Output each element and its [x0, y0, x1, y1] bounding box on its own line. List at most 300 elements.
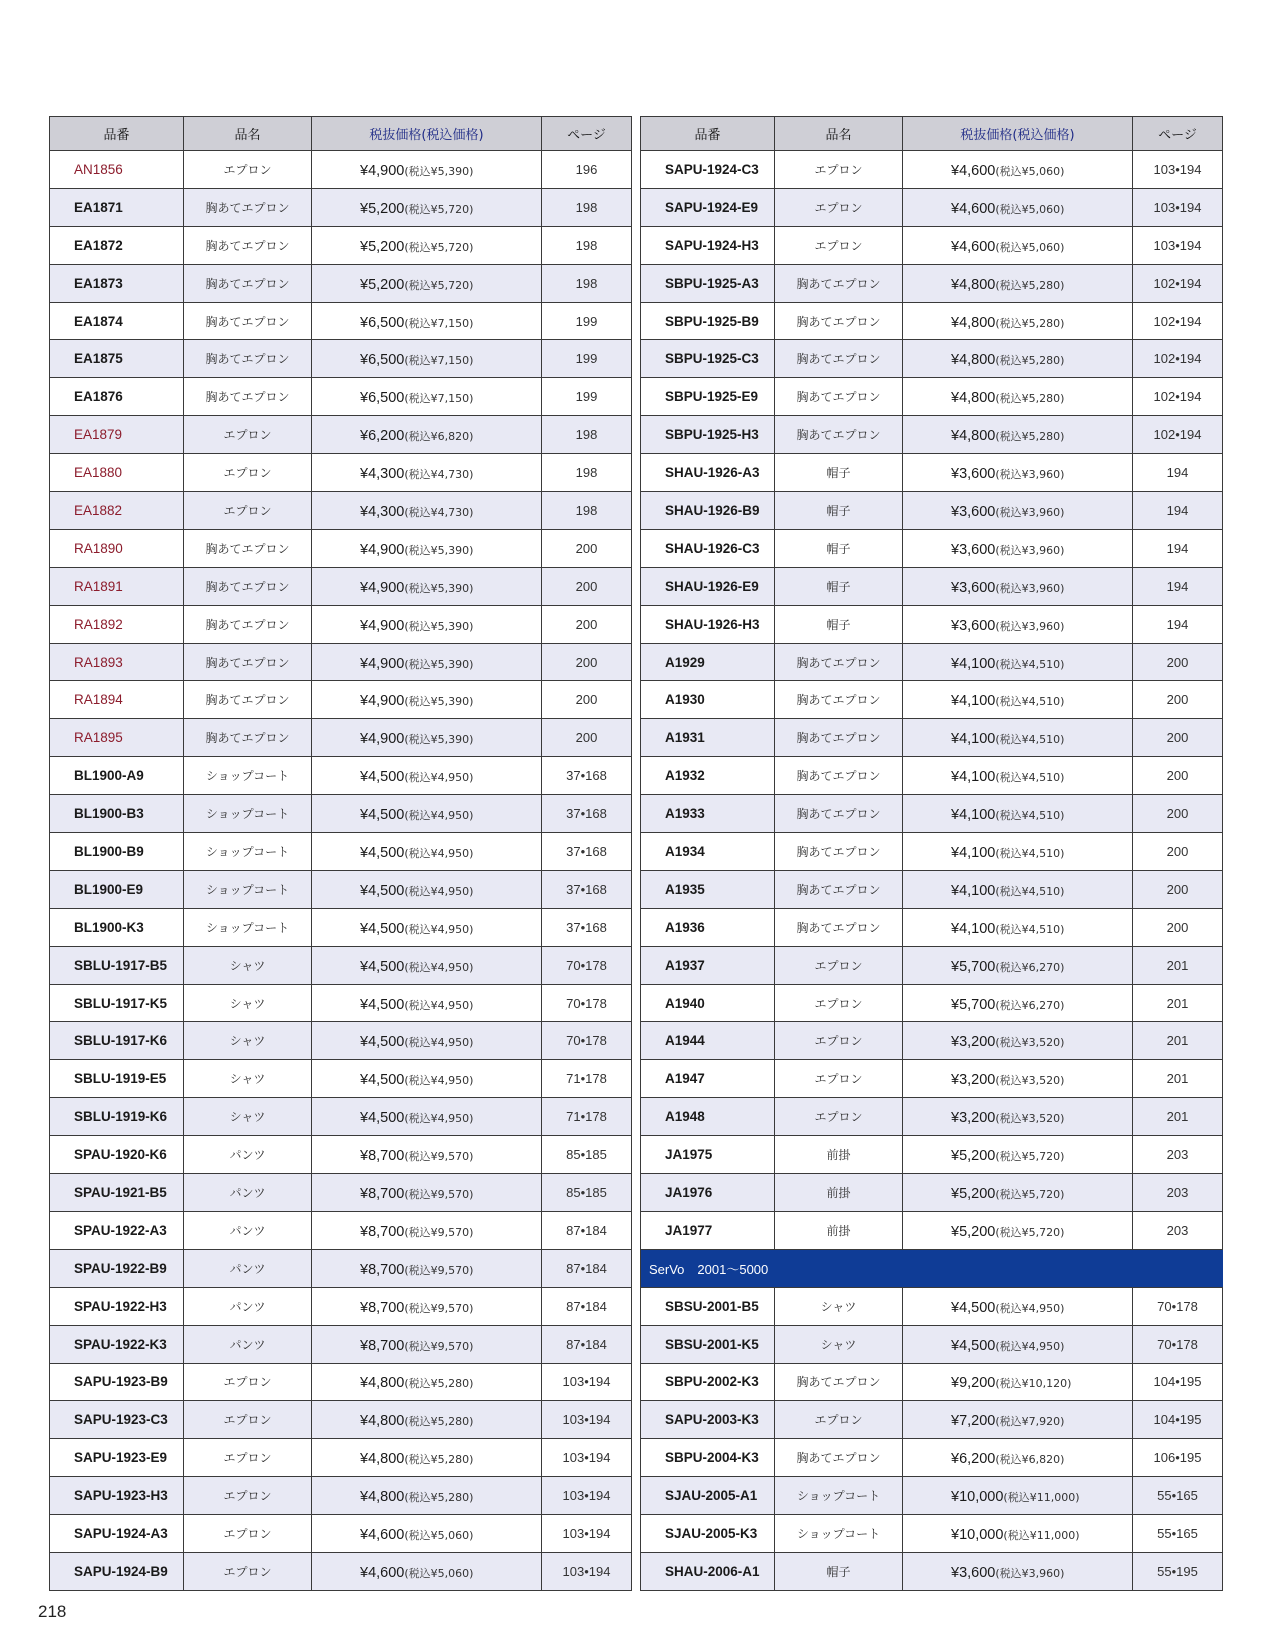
price-incl-tax: (税込¥4,510): [995, 771, 1065, 785]
catalog-page: 200: [542, 605, 632, 643]
price-incl-tax: (税込¥4,950): [404, 1112, 474, 1126]
item-code: JA1977: [641, 1211, 775, 1249]
table-row: [641, 1439, 1223, 1477]
price-incl-tax: (税込¥4,950): [404, 1074, 474, 1088]
price-excl-tax: ¥8,700: [360, 1223, 405, 1240]
catalog-page: 194: [1133, 492, 1223, 530]
catalog-page: 70•178: [1133, 1325, 1223, 1363]
item-price: [903, 984, 1133, 1022]
table-row: [641, 188, 1223, 226]
item-code: SHAU-1926-C3: [641, 529, 775, 567]
price-excl-tax: ¥4,500: [360, 996, 405, 1013]
price-excl-tax: ¥4,800: [951, 390, 996, 407]
table-row: [641, 567, 1223, 605]
catalog-page: 102•194: [1133, 340, 1223, 378]
price-incl-tax: (税込¥7,920): [995, 1415, 1065, 1429]
table-row: [641, 1325, 1223, 1363]
item-name: エプロン: [775, 1060, 903, 1098]
item-name: 胸あてエプロン: [184, 567, 312, 605]
catalog-page: 104•195: [1133, 1401, 1223, 1439]
item-name: パンツ: [184, 1174, 312, 1212]
price-excl-tax: ¥5,200: [951, 1148, 996, 1165]
catalog-page: 103•194: [542, 1515, 632, 1553]
column-header-page: ページ: [1133, 117, 1223, 151]
table-row: [50, 1022, 632, 1060]
price-incl-tax: (税込¥5,280): [404, 1491, 474, 1505]
item-price: [312, 643, 542, 681]
item-price: [903, 1022, 1133, 1060]
item-price: [312, 795, 542, 833]
price-incl-tax: (税込¥5,390): [404, 657, 474, 671]
item-code: EA1880: [50, 454, 184, 492]
table-row: [641, 1401, 1223, 1439]
price-excl-tax: ¥3,200: [951, 1072, 996, 1089]
item-code: SBPU-1925-E9: [641, 378, 775, 416]
item-code: SAPU-1923-B9: [50, 1363, 184, 1401]
table-row: [641, 529, 1223, 567]
price-incl-tax: (税込¥5,720): [995, 1150, 1065, 1164]
table-row: [50, 1401, 632, 1439]
table-row: [50, 1477, 632, 1515]
price-excl-tax: ¥3,600: [951, 541, 996, 558]
price-excl-tax: ¥4,600: [951, 162, 996, 179]
item-code: EA1873: [50, 264, 184, 302]
catalog-page: 198: [542, 416, 632, 454]
price-excl-tax: ¥5,200: [951, 1223, 996, 1240]
item-price: [312, 1136, 542, 1174]
catalog-page: 87•184: [542, 1287, 632, 1325]
price-excl-tax: ¥5,700: [951, 996, 996, 1013]
price-excl-tax: ¥4,600: [951, 200, 996, 217]
item-price: [312, 1287, 542, 1325]
catalog-page: 37•168: [542, 757, 632, 795]
item-name: 胸あてエプロン: [184, 340, 312, 378]
item-name: エプロン: [184, 454, 312, 492]
table-row: [641, 833, 1223, 871]
price-incl-tax: (税込¥4,950): [995, 1301, 1065, 1315]
item-name: 帽子: [775, 1552, 903, 1590]
price-incl-tax: (税込¥7,150): [404, 392, 474, 406]
catalog-page: 71•178: [542, 1060, 632, 1098]
item-name: 胸あてエプロン: [775, 643, 903, 681]
price-excl-tax: ¥4,900: [360, 655, 405, 672]
catalog-page: 103•194: [542, 1439, 632, 1477]
item-price: [903, 567, 1133, 605]
item-name: エプロン: [184, 1439, 312, 1477]
price-table-right: [640, 116, 1223, 1591]
catalog-page: 200: [1133, 833, 1223, 871]
price-incl-tax: (税込¥5,720): [404, 240, 474, 254]
price-incl-tax: (税込¥5,390): [404, 733, 474, 747]
item-name: エプロン: [775, 946, 903, 984]
item-name: ショップコート: [184, 757, 312, 795]
price-excl-tax: ¥4,100: [951, 844, 996, 861]
table-row: [50, 416, 632, 454]
column-header-code: 品番: [641, 117, 775, 151]
price-incl-tax: (税込¥3,960): [995, 581, 1065, 595]
item-name: 胸あてエプロン: [184, 719, 312, 757]
item-price: [312, 1515, 542, 1553]
item-name: ショップコート: [184, 908, 312, 946]
price-excl-tax: ¥4,100: [951, 693, 996, 710]
item-price: [312, 151, 542, 189]
item-price: [903, 1439, 1133, 1477]
item-price: [903, 643, 1133, 681]
price-incl-tax: (税込¥5,390): [404, 619, 474, 633]
price-incl-tax: (税込¥4,510): [995, 809, 1065, 823]
item-name: 胸あてエプロン: [775, 757, 903, 795]
price-excl-tax: ¥4,800: [951, 314, 996, 331]
item-name: 胸あてエプロン: [184, 643, 312, 681]
item-code: SPAU-1922-H3: [50, 1287, 184, 1325]
price-incl-tax: (税込¥5,060): [995, 164, 1065, 178]
item-name: エプロン: [184, 1515, 312, 1553]
price-incl-tax: (税込¥3,960): [995, 619, 1065, 633]
price-incl-tax: (税込¥3,960): [995, 505, 1065, 519]
table-row: [50, 188, 632, 226]
item-price: [903, 264, 1133, 302]
price-incl-tax: (税込¥3,520): [995, 1036, 1065, 1050]
price-incl-tax: (税込¥4,950): [404, 960, 474, 974]
item-name: パンツ: [184, 1287, 312, 1325]
catalog-page: 199: [542, 302, 632, 340]
item-price: [312, 1060, 542, 1098]
item-name: 胸あてエプロン: [775, 719, 903, 757]
table-row: [641, 681, 1223, 719]
price-excl-tax: ¥4,800: [951, 428, 996, 445]
table-row: [641, 1174, 1223, 1212]
table-row: [50, 833, 632, 871]
price-excl-tax: ¥4,900: [360, 579, 405, 596]
item-code: EA1879: [50, 416, 184, 454]
item-code: EA1875: [50, 340, 184, 378]
price-incl-tax: (税込¥3,960): [995, 468, 1065, 482]
item-price: [903, 870, 1133, 908]
price-incl-tax: (税込¥7,150): [404, 354, 474, 368]
table-row: [641, 643, 1223, 681]
table-row: [50, 454, 632, 492]
table-row: [50, 1363, 632, 1401]
table-row: [641, 757, 1223, 795]
table-row: [50, 302, 632, 340]
price-excl-tax: ¥4,600: [360, 1564, 405, 1581]
item-code: SBPU-1925-A3: [641, 264, 775, 302]
table-row: [50, 1515, 632, 1553]
catalog-page: 200: [1133, 870, 1223, 908]
catalog-page: 55•165: [1133, 1477, 1223, 1515]
item-price: [903, 1174, 1133, 1212]
item-code: SBPU-1925-C3: [641, 340, 775, 378]
table-row: [641, 1515, 1223, 1553]
price-incl-tax: (税込¥5,720): [404, 278, 474, 292]
price-incl-tax: (税込¥9,570): [404, 1301, 474, 1315]
item-code: SHAU-1926-H3: [641, 605, 775, 643]
price-excl-tax: ¥6,200: [360, 428, 405, 445]
price-excl-tax: ¥4,900: [360, 693, 405, 710]
item-name: 胸あてエプロン: [775, 264, 903, 302]
item-code: SAPU-1924-A3: [50, 1515, 184, 1553]
price-excl-tax: ¥4,800: [360, 1451, 405, 1468]
item-name: 胸あてエプロン: [184, 264, 312, 302]
table-row: [641, 870, 1223, 908]
item-name: エプロン: [775, 1098, 903, 1136]
table-row: [50, 1098, 632, 1136]
price-excl-tax: ¥3,600: [951, 1564, 996, 1581]
item-name: パンツ: [184, 1325, 312, 1363]
item-name: 前掛: [775, 1211, 903, 1249]
price-excl-tax: ¥4,500: [360, 844, 405, 861]
catalog-page: 87•184: [542, 1249, 632, 1287]
price-excl-tax: ¥8,700: [360, 1185, 405, 1202]
catalog-page: 203: [1133, 1136, 1223, 1174]
item-price: [312, 1211, 542, 1249]
catalog-page: 103•194: [542, 1363, 632, 1401]
item-code: RA1894: [50, 681, 184, 719]
price-incl-tax: (税込¥5,720): [404, 202, 474, 216]
price-excl-tax: ¥4,100: [951, 769, 996, 786]
item-code: SAPU-1923-C3: [50, 1401, 184, 1439]
price-incl-tax: (税込¥4,950): [404, 809, 474, 823]
item-price: [312, 416, 542, 454]
item-name: シャツ: [184, 1060, 312, 1098]
table-header-row: [50, 117, 632, 151]
price-excl-tax: ¥3,600: [951, 617, 996, 634]
catalog-page: 200: [1133, 757, 1223, 795]
price-incl-tax: (税込¥4,950): [404, 771, 474, 785]
table-row: [50, 492, 632, 530]
item-price: [312, 1325, 542, 1363]
price-incl-tax: (税込¥4,510): [995, 846, 1065, 860]
table-row: [641, 378, 1223, 416]
price-excl-tax: ¥4,500: [360, 882, 405, 899]
table-row: [641, 605, 1223, 643]
price-incl-tax: (税込¥5,390): [404, 543, 474, 557]
item-code: SBPU-2004-K3: [641, 1439, 775, 1477]
item-name: エプロン: [184, 1552, 312, 1590]
price-excl-tax: ¥4,900: [360, 162, 405, 179]
item-price: [312, 492, 542, 530]
catalog-page: 70•178: [542, 1022, 632, 1060]
table-row: [50, 1249, 632, 1287]
table-row: [641, 1060, 1223, 1098]
item-code: SAPU-1923-H3: [50, 1477, 184, 1515]
catalog-page: 200: [542, 719, 632, 757]
item-name: 胸あてエプロン: [184, 226, 312, 264]
item-price: [903, 1325, 1133, 1363]
item-price: [903, 340, 1133, 378]
item-code: JA1975: [641, 1136, 775, 1174]
item-price: [903, 757, 1133, 795]
item-name: 胸あてエプロン: [775, 416, 903, 454]
price-incl-tax: (税込¥5,280): [995, 430, 1065, 444]
catalog-page: 198: [542, 492, 632, 530]
price-excl-tax: ¥9,200: [951, 1375, 996, 1392]
item-price: [312, 188, 542, 226]
price-excl-tax: ¥4,100: [951, 920, 996, 937]
item-name: パンツ: [184, 1136, 312, 1174]
price-excl-tax: ¥4,500: [360, 807, 405, 824]
item-name: 胸あてエプロン: [775, 1439, 903, 1477]
page-number: 218: [38, 1602, 67, 1621]
item-code: A1948: [641, 1098, 775, 1136]
item-code: SBLU-1919-E5: [50, 1060, 184, 1098]
table-row: [641, 340, 1223, 378]
catalog-page: 203: [1133, 1211, 1223, 1249]
price-excl-tax: ¥3,600: [951, 466, 996, 483]
item-price: [312, 833, 542, 871]
item-code: SHAU-1926-A3: [641, 454, 775, 492]
item-price: [312, 681, 542, 719]
item-code: SBLU-1917-K6: [50, 1022, 184, 1060]
table-row: [50, 151, 632, 189]
item-code: SBLU-1919-K6: [50, 1098, 184, 1136]
item-price: [312, 264, 542, 302]
item-code: BL1900-B9: [50, 833, 184, 871]
price-excl-tax: ¥5,200: [360, 238, 405, 255]
price-excl-tax: ¥4,900: [360, 617, 405, 634]
price-excl-tax: ¥10,000: [951, 1527, 1004, 1543]
catalog-page: 198: [542, 264, 632, 302]
item-name: 胸あてエプロン: [775, 870, 903, 908]
table-row: [50, 1439, 632, 1477]
item-name: 胸あてエプロン: [775, 681, 903, 719]
item-name: エプロン: [184, 416, 312, 454]
item-code: SBLU-1917-K5: [50, 984, 184, 1022]
section-title: SerVo 2001～5000: [641, 1249, 1223, 1287]
catalog-page: 87•184: [542, 1211, 632, 1249]
catalog-page: 201: [1133, 1022, 1223, 1060]
price-excl-tax: ¥4,900: [360, 731, 405, 748]
price-excl-tax: ¥4,500: [360, 769, 405, 786]
item-name: エプロン: [775, 1022, 903, 1060]
item-code: SBPU-2002-K3: [641, 1363, 775, 1401]
item-code: SBPU-1925-B9: [641, 302, 775, 340]
item-name: 胸あてエプロン: [775, 908, 903, 946]
price-incl-tax: (税込¥4,950): [404, 846, 474, 860]
item-price: [312, 454, 542, 492]
price-incl-tax: (税込¥10,120): [995, 1377, 1072, 1391]
price-incl-tax: (税込¥9,570): [404, 1150, 474, 1164]
item-code: SBLU-1917-B5: [50, 946, 184, 984]
item-price: [903, 1060, 1133, 1098]
item-code: A1947: [641, 1060, 775, 1098]
item-name: エプロン: [184, 151, 312, 189]
item-code: A1936: [641, 908, 775, 946]
item-name: ショップコート: [184, 870, 312, 908]
item-code: SAPU-1924-E9: [641, 188, 775, 226]
item-name: 胸あてエプロン: [184, 605, 312, 643]
item-code: SBSU-2001-K5: [641, 1325, 775, 1363]
catalog-page: 198: [542, 188, 632, 226]
catalog-page: 199: [542, 378, 632, 416]
catalog-page: 102•194: [1133, 264, 1223, 302]
price-excl-tax: ¥4,500: [360, 1072, 405, 1089]
price-incl-tax: (税込¥4,510): [995, 884, 1065, 898]
item-price: [903, 908, 1133, 946]
item-code: RA1895: [50, 719, 184, 757]
price-excl-tax: ¥4,800: [360, 1413, 405, 1430]
item-code: SAPU-2003-K3: [641, 1401, 775, 1439]
item-name: 胸あてエプロン: [184, 302, 312, 340]
item-price: [312, 1022, 542, 1060]
item-name: 帽子: [775, 454, 903, 492]
item-code: RA1892: [50, 605, 184, 643]
price-excl-tax: ¥6,500: [360, 314, 405, 331]
item-price: [312, 908, 542, 946]
column-header-price: 税抜価格(税込価格): [903, 117, 1133, 151]
item-name: 胸あてエプロン: [775, 1363, 903, 1401]
table-row: [50, 1211, 632, 1249]
catalog-page: 103•194: [1133, 151, 1223, 189]
price-incl-tax: (税込¥3,960): [995, 543, 1065, 557]
price-incl-tax: (税込¥5,060): [995, 240, 1065, 254]
price-incl-tax: (税込¥7,150): [404, 316, 474, 330]
catalog-page: 200: [1133, 719, 1223, 757]
catalog-page: 70•178: [542, 946, 632, 984]
table-header-row: [641, 117, 1223, 151]
catalog-page: 103•194: [1133, 188, 1223, 226]
price-incl-tax: (税込¥3,520): [995, 1074, 1065, 1088]
table-row: [50, 340, 632, 378]
item-code: SHAU-1926-E9: [641, 567, 775, 605]
catalog-page: 196: [542, 151, 632, 189]
item-price: [903, 1098, 1133, 1136]
item-name: シャツ: [184, 946, 312, 984]
price-excl-tax: ¥3,600: [951, 503, 996, 520]
price-table-left: [49, 116, 632, 1591]
table-row: [641, 1552, 1223, 1590]
price-incl-tax: (税込¥5,280): [404, 1415, 474, 1429]
table-row: [641, 719, 1223, 757]
item-price: [903, 302, 1133, 340]
item-price: [312, 1401, 542, 1439]
price-excl-tax: ¥4,600: [951, 238, 996, 255]
table-row: [641, 908, 1223, 946]
price-incl-tax: (税込¥5,280): [995, 316, 1065, 330]
table-row: [50, 908, 632, 946]
table-row: [641, 454, 1223, 492]
column-header-name: 品名: [775, 117, 903, 151]
item-name: 帽子: [775, 605, 903, 643]
item-name: 胸あてエプロン: [775, 795, 903, 833]
item-price: [903, 681, 1133, 719]
item-name: 胸あてエプロン: [184, 529, 312, 567]
table-row: [50, 264, 632, 302]
catalog-page: 194: [1133, 454, 1223, 492]
price-incl-tax: (税込¥4,950): [404, 884, 474, 898]
catalog-page: 201: [1133, 1060, 1223, 1098]
item-name: エプロン: [184, 1477, 312, 1515]
item-price: [903, 1363, 1133, 1401]
item-code: RA1890: [50, 529, 184, 567]
price-excl-tax: ¥4,800: [360, 1489, 405, 1506]
price-incl-tax: (税込¥4,950): [995, 1339, 1065, 1353]
item-price: [903, 1211, 1133, 1249]
item-price: [312, 567, 542, 605]
price-incl-tax: (税込¥9,570): [404, 1263, 474, 1277]
price-excl-tax: ¥4,500: [360, 958, 405, 975]
item-name: シャツ: [775, 1325, 903, 1363]
price-excl-tax: ¥5,200: [951, 1185, 996, 1202]
price-excl-tax: ¥4,500: [360, 1034, 405, 1051]
table-row: [641, 1136, 1223, 1174]
item-price: [903, 833, 1133, 871]
table-row: [50, 1174, 632, 1212]
table-row: [50, 1060, 632, 1098]
item-name: パンツ: [184, 1249, 312, 1287]
price-excl-tax: ¥4,500: [360, 1110, 405, 1127]
item-code: A1937: [641, 946, 775, 984]
